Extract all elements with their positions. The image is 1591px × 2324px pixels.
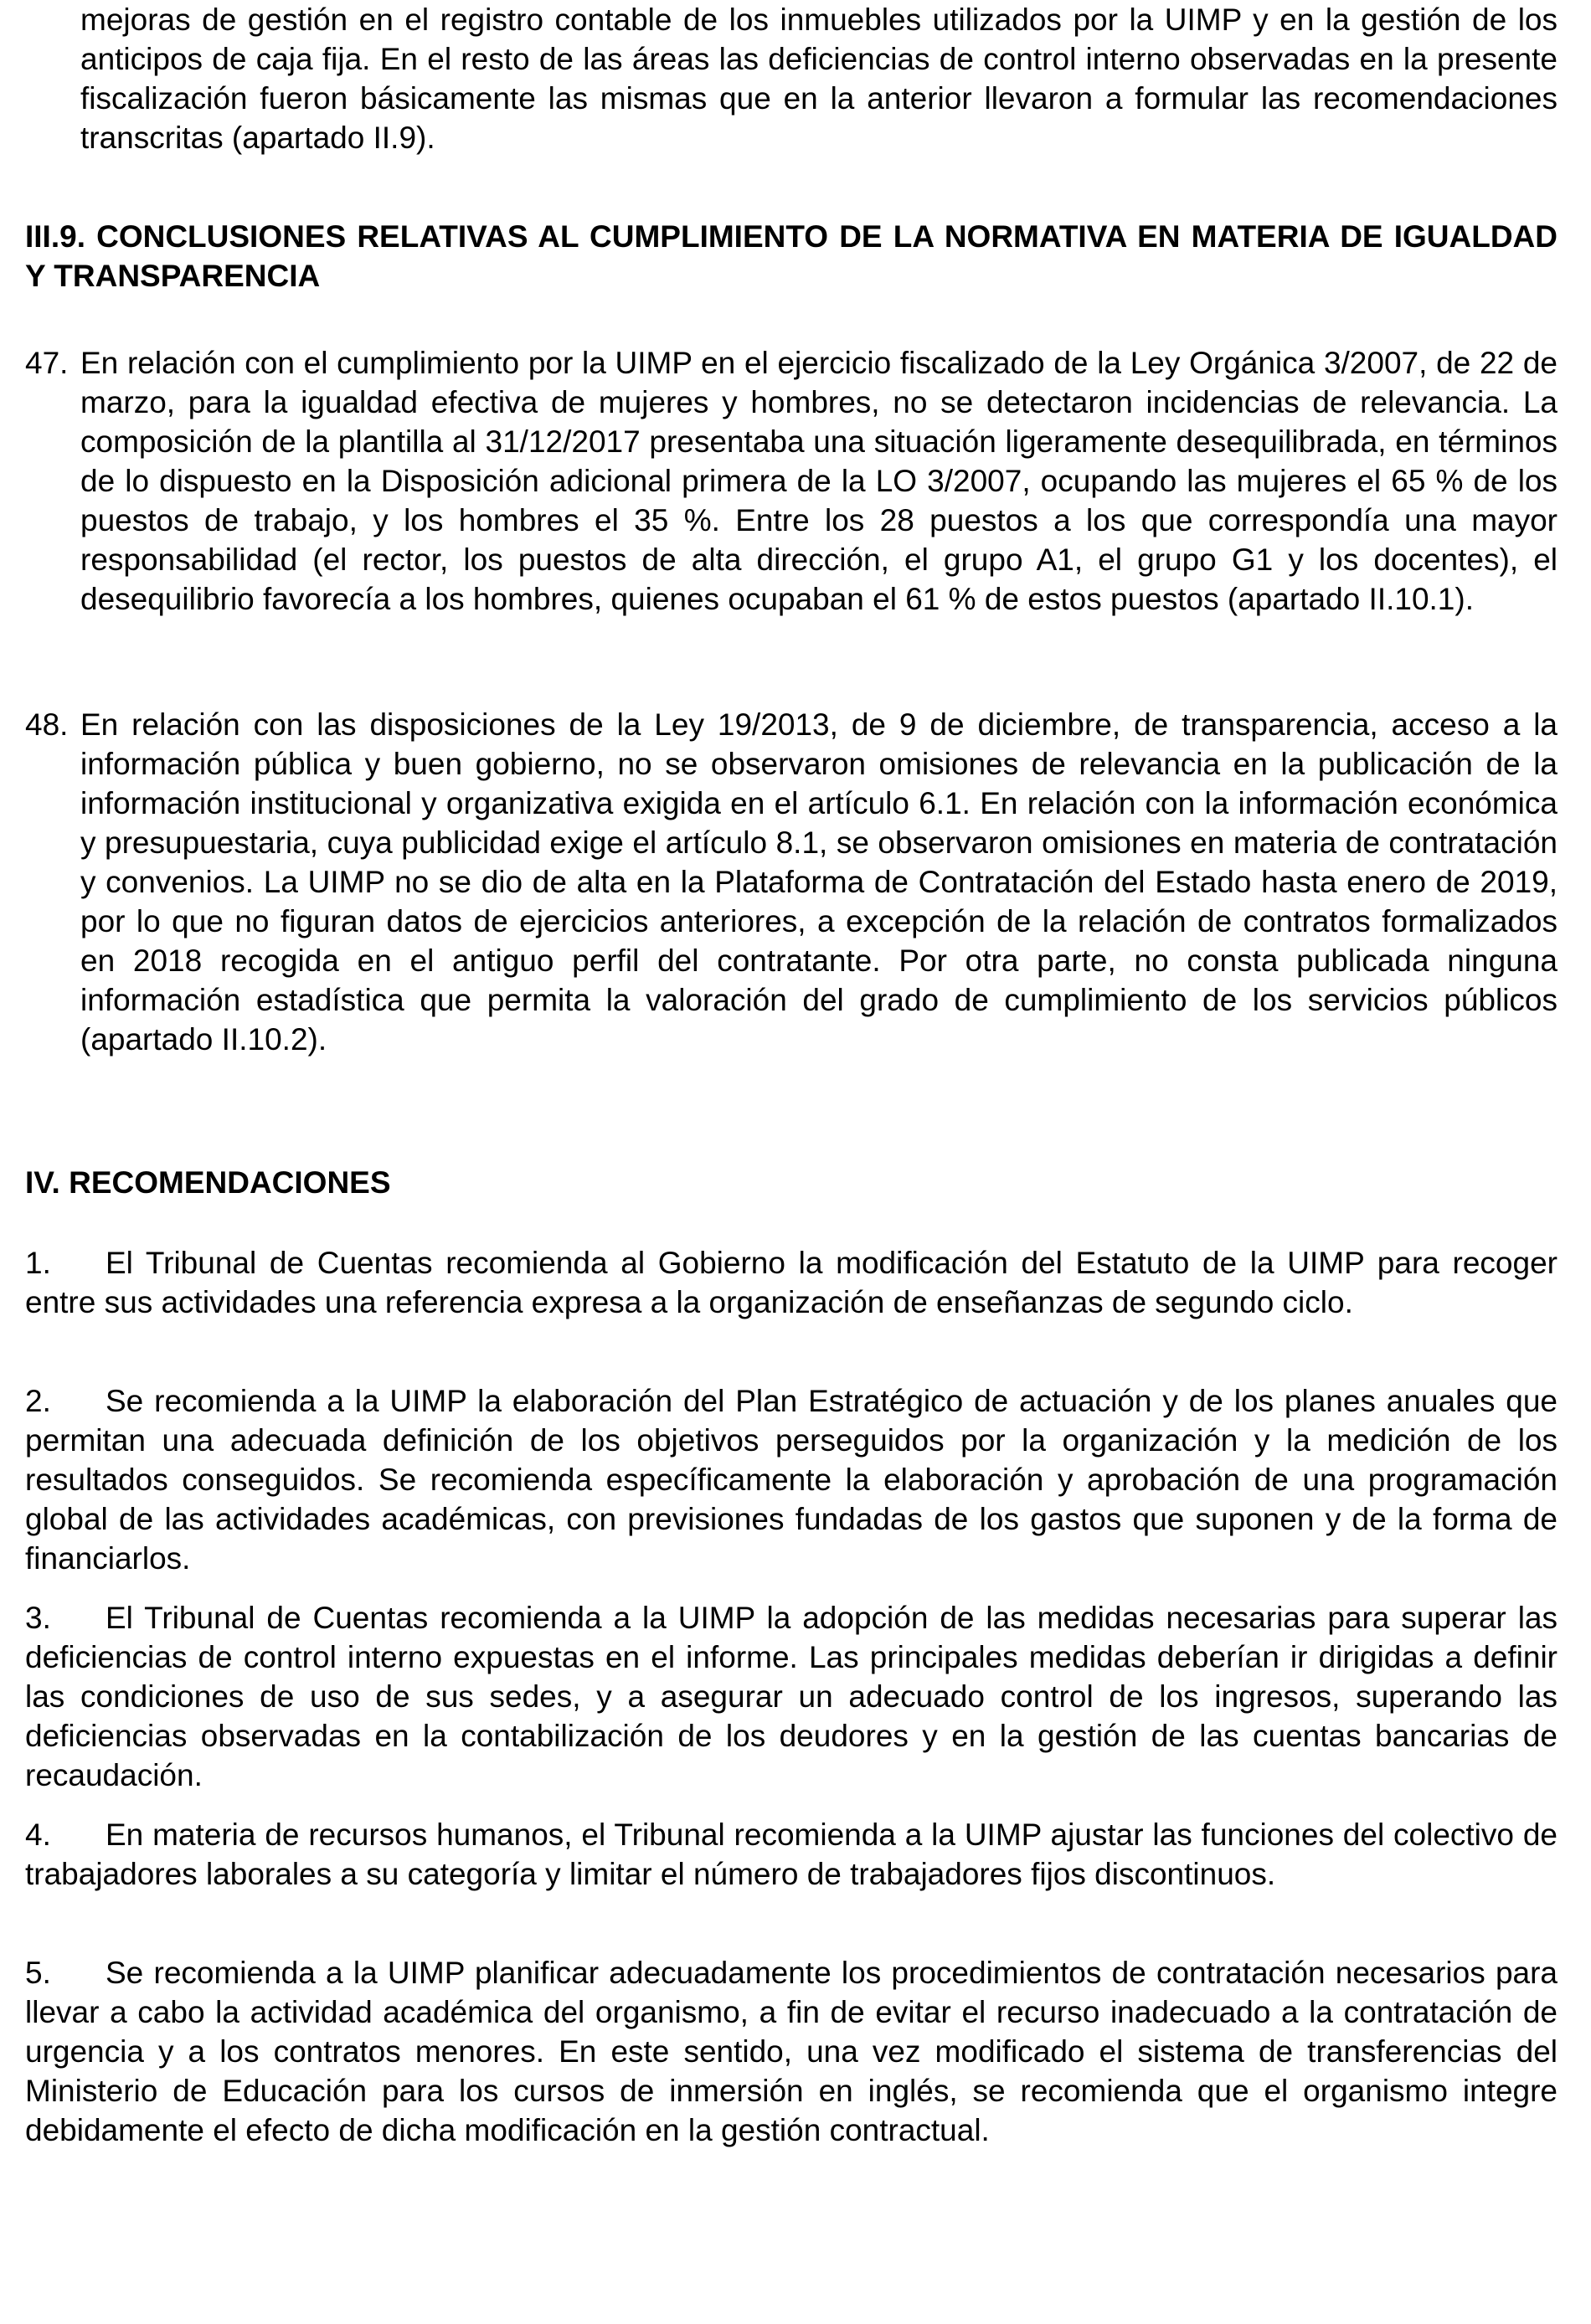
- recommendation-number: 4.: [25, 1818, 51, 1852]
- recommendation-2: [25, 1381, 1558, 1578]
- recommendation-number: 5.: [25, 1956, 51, 1990]
- recommendation-3: [25, 1598, 1558, 1795]
- intro-paragraph: mejoras de gestión en el registro contable de los inmuebles utilizados por la UIMP y en la gestión de los anticipos de caja fija. En el resto de las áreas las deficiencias de control interno observadas en la presente fiscalización fueron básicamente las mismas que en la anterior llevaron a formular las recomendaciones transcritas (apartado II.9).: [80, 3, 1558, 155]
- paragraph-number: 48.: [25, 707, 69, 742]
- section-heading-iv: IV. RECOMENDACIONES: [25, 1165, 391, 1200]
- recommendation-text: Se recomienda a la UIMP planificar adecuadamente los procedimientos de contratación necesarios para llevar a cabo la actividad académica del organismo, a fin de evitar el recurso inadecuado a la contratación de urgencia y a los contratos menores. En este sentido, una vez modificado el sistema de transferencias del Ministerio de Educación para los cursos de inmersión en inglés, se recomienda que el organismo integre debidamente el efecto de dicha modificación en la gestión contractual.: [25, 1956, 1558, 2147]
- recommendation-number: 3.: [25, 1601, 51, 1635]
- recommendation-text: Se recomienda a la UIMP la elaboración del Plan Estratégico de actuación y de los planes anuales que permitan una adecuada definición de los objetivos perseguidos por la organización y la medición de los resultados conseguidos. Se recomienda específicamente la elaboración y aprobación de una programación global de las actividades académicas, con previsiones fundadas de los gastos que suponen y de la forma de financiarlos.: [25, 1384, 1558, 1576]
- recommendation-text: El Tribunal de Cuentas recomienda a la UIMP la adopción de las medidas necesarias para superar las deficiencias de control interno expuestas en el informe. Las principales medidas deberían ir dirigidas a definir las condiciones de uso de sus sedes, y a asegurar un adecuado control de los ingresos, superando las deficiencias observadas en la contabilización de los deudores y en la gestión de las cuentas bancarias de recaudación.: [25, 1601, 1558, 1792]
- recommendation-text: En materia de recursos humanos, el Tribunal recomienda a la UIMP ajustar las funciones del colectivo de trabajadores laborales a su categoría y limitar el número de trabajadores fijos discontinuos.: [25, 1818, 1558, 1891]
- numbered-paragraph-47: [25, 343, 1558, 619]
- recommendation-5: [25, 1953, 1558, 2150]
- recommendation-number: 2.: [25, 1384, 51, 1418]
- recommendation-1: [25, 1243, 1558, 1322]
- paragraph-number: 47.: [25, 346, 69, 380]
- paragraph-text: En relación con las disposiciones de la Ley 19/2013, de 9 de diciembre, de transparencia, acceso a la información pública y buen gobierno, no se observaron omisiones de relevancia en la publicación de la información institucional y organizativa exigida en el artículo 6.1. En relación con la información económica y presupuestaria, cuya publicidad exige el artículo 8.1, se observaron omisiones en materia de contratación y convenios. La UIMP no se dio de alta en la Plataforma de Contratación del Estado hasta enero de 2019, por lo que no figuran datos de ejercicios anteriores, a excepción de la relación de contratos formalizados en 2018 recogida en el antiguo perfil del contratante. Por otra parte, no consta publicada ninguna información estadística que permita la valoración del grado de cumplimiento de los servicios públicos (apartado II.10.2).: [80, 707, 1558, 1057]
- recommendation-text: El Tribunal de Cuentas recomienda al Gobierno la modificación del Estatuto de la UIMP para recoger entre sus actividades una referencia expresa a la organización de enseñanzas de segundo ciclo.: [25, 1246, 1558, 1319]
- numbered-paragraph-48: [25, 705, 1558, 1059]
- paragraph-text: En relación con el cumplimiento por la UIMP en el ejercicio fiscalizado de la Ley Orgánica 3/2007, de 22 de marzo, para la igualdad efectiva de mujeres y hombres, no se detectaron incidencias de relevancia. La composición de la plantilla al 31/12/2017 presentaba una situación ligeramente desequilibrada, en términos de lo dispuesto en la Disposición adicional primera de la LO 3/2007, ocupando las mujeres el 65 % de los puestos de trabajo, y los hombres el 35 %. Entre los 28 puestos a los que correspondía una mayor responsabilidad (el rector, los puestos de alta dirección, el grupo A1, el grupo G1 y los docentes), el desequilibrio favorecía a los hombres, quienes ocupaban el 61 % de estos puestos (apartado II.10.1).: [80, 346, 1558, 616]
- recommendation-number: 1.: [25, 1246, 51, 1280]
- recommendation-4: [25, 1815, 1558, 1894]
- section-heading-iii-9: III.9. CONCLUSIONES RELATIVAS AL CUMPLIMIENTO DE LA NORMATIVA EN MATERIA DE IGUALDAD Y TRANSPARENCIA: [25, 219, 1558, 293]
